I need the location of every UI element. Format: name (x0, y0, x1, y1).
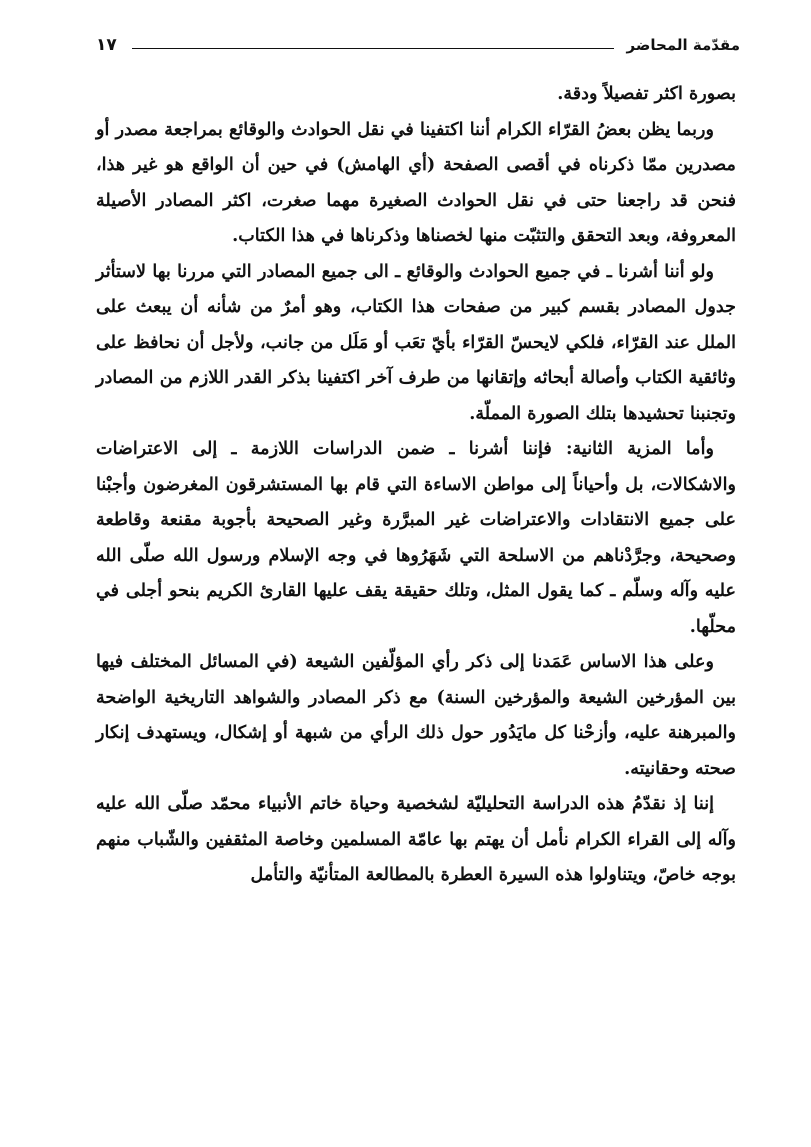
paragraph-presentation: إننا إذ نقدّمُ هذه الدراسة التحليليّة لشخصية وحياة خاتم الأنبياء محمّد صلّى الله عليه وآله إلى القراء الكرام نأمل أن يهتم بها عامّة المسلمين وخاصة المثقفين والشّباب منهم بوجه خاصّ، ويتناولوا هذه السيرة العطرة بالمطالعة المتأنيّة والتأمل (96, 793, 736, 885)
running-title: مقدّمة المحاضر (626, 36, 740, 54)
paragraph-sources-references: ولو أننا أشرنا ـ في جميع الحوادث والوقائع ـ الى جميع المصادر التي مررنا بها لاستأثر جدول المصادر بقسم كبير من صفحات هذا الكتاب، وهو أمرٌ من شأنه أن يبعث على الملل عند القرّاء، فلكي لايحسّ القرّاء بأيّ تعَب أو مَلَل من جانب، ولأجل أن نحافظ على وثائقية الكتاب وأصالة أبحاثه وإتقانها من طرف آخر اكتفينا بذكر القدر اللازم من المصادر وتجنبنا تحشيدها بتلك الصورة المملّة. (96, 260, 736, 424)
paragraph-shia-opinion: وعلى هذا الاساس عَمَدنا إلى ذكر رأي المؤلّفين الشيعة (في المسائل المختلف فيها بين المؤرخين الشيعة والمؤرخين السنة) مع ذكر المصادر والشواهد التاريخية الواضحة والمبرهنة عليه، وأزحْنا كل مايَدُور حول ذلك الرأي من شبهة أو إشكال، ويستهدف إنكار صحته وحقانيته. (96, 651, 736, 779)
second-feature-text: فإننا أشرنا ـ ضمن الدراسات اللازمة ـ إلى الاعتراضات والاشكالات، بل وأحياناً إلى مواطن الاساءة التي قام بها المستشرقون المغرضون وأجبْنا على جميع الانتقادات والاعتراضات غير المبرَّرة وغير الصحيحة بأجوبة مقنعة وقاطعة وصحيحة، وجرَّدْناهم من الاسلحة التي شَهَرُوها في وجه الإسلام ورسول الله صلّى الله عليه وآله وسلّم ـ كما يقول المثل، وتلك حقيقة يقف عليها القارئ الكريم بنحو أجلى في محلّها. (96, 438, 736, 637)
page-header (96, 34, 740, 60)
header-rule (132, 48, 614, 49)
second-feature-heading: وأما المزية الثانية: (565, 438, 714, 459)
paragraph-second-feature (96, 431, 736, 644)
paragraph-sources-review: وربما يظن بعضُ القرّاء الكرام أننا اكتفينا في نقل الحوادث والوقائع بمراجعة مصدر أو مصدرين ممّا ذكرناه في أقصى الصفحة (أي الهامش) في حين أن الواقع هو غير هذا، فنحن قد راجعنا حتى في نقل الحوادث الصغيرة مهما صغرت، اكثر المصادر الأصيلة المعروفة، وبعد التحقق والتثبّت منها لخصناها وذكرناها في هذا الكتاب. (96, 118, 736, 246)
paragraph-continuation: بصورة اكثر تفصيلاً ودقة. (557, 83, 736, 104)
page-number: ١٧ (96, 35, 117, 55)
body-text (96, 76, 736, 893)
